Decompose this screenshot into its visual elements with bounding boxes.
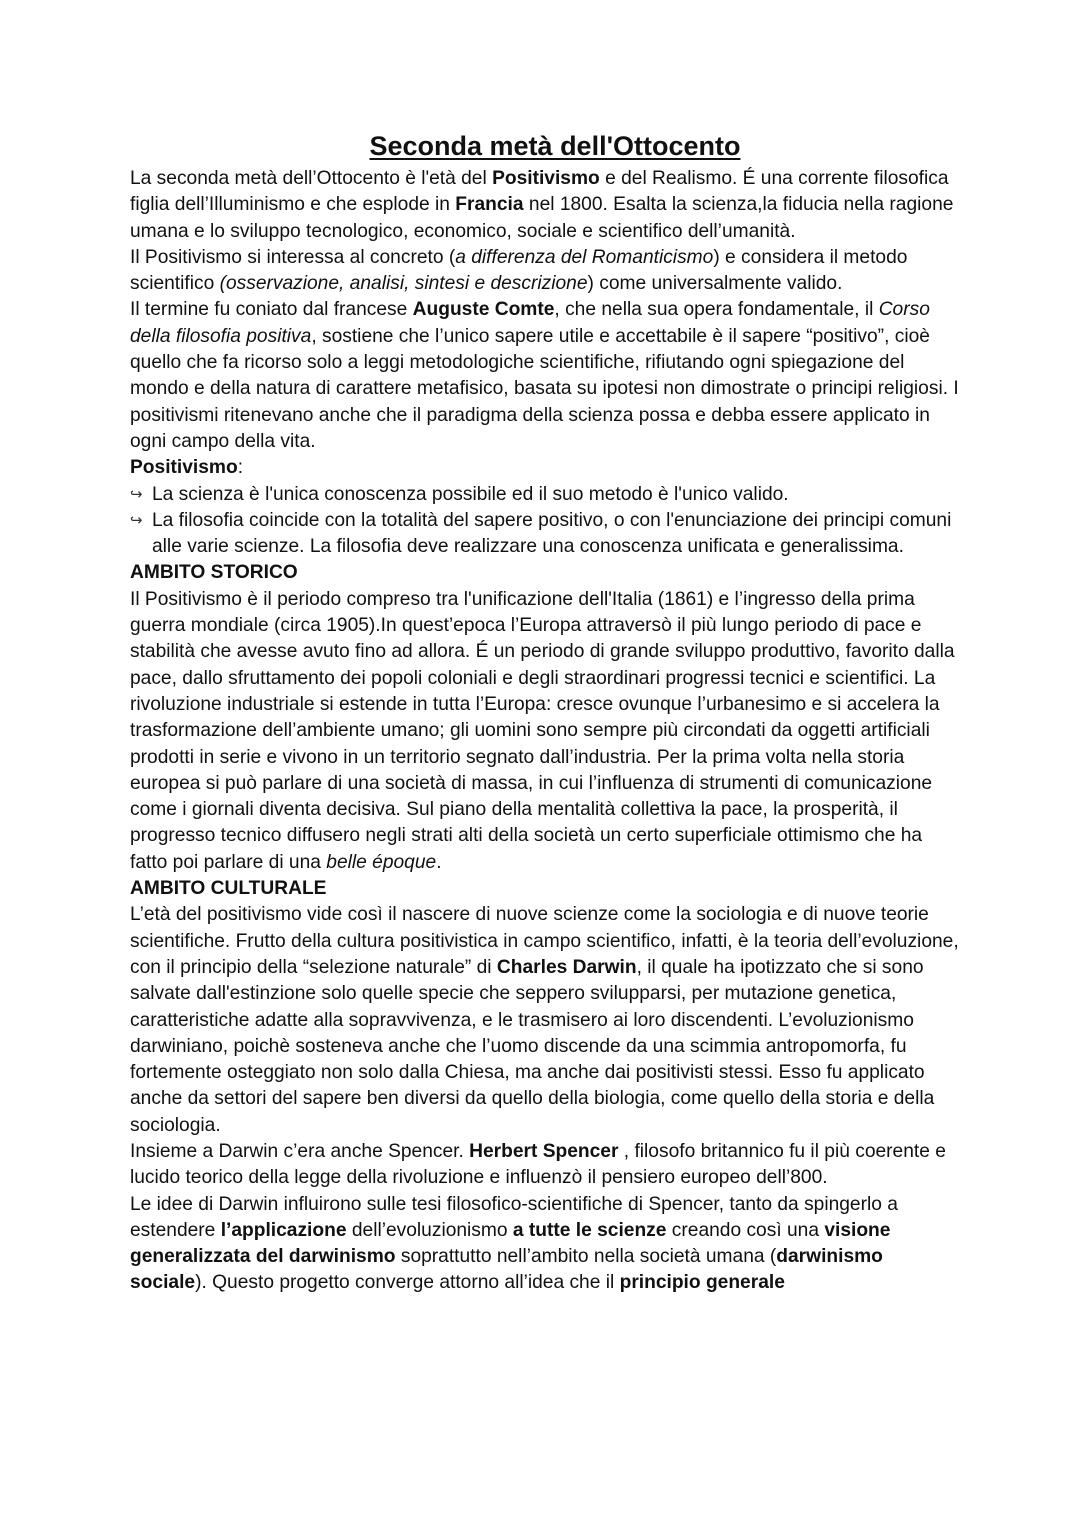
document-body — [130, 130, 960, 1297]
arrow-bullet-icon: ↪ — [130, 485, 143, 503]
section-heading-ambito-storico: AMBITO STORICO — [130, 562, 298, 584]
section-heading-ambito-culturale: AMBITO CULTURALE — [130, 878, 327, 900]
positivismo-bullet-list — [130, 482, 960, 561]
ambito-storico-paragraph: Il Positivismo è il periodo compreso tra l'unificazione dell'Italia (1861) e l’ingresso della prima guerra mondiale (circa 1905).In quest’epoca l’Europa attraversò il più lungo periodo di pace e stabilità che avesse avuto fino ad allora. É un periodo di grande sviluppo produttivo, favorito dalla pace, dallo sfruttamento dei popoli coloniali e degli straordinari progressi tecnici e scientifici. La rivoluzione industriale si estende in tutta l’Europa: cresce ovunque l’urbanesimo e si accelera la trasformazione dell’ambiente umano; gli uomini sono sempre più circondati da oggetti artificiali prodotti in serie e vivono in un territorio segnato dall’industria. Per la prima volta nella storia europea si può parlare di una società di massa, in cui l’influenza di strumenti di comunicazione come i giornali diventa decisiva. Sul piano della mentalità collettiva la pace, la prosperità, il progresso tecnico diffusero negli strati alti della società un certo superficiale ottimismo che ha fatto poi parlare di una belle époque. — [130, 588, 955, 873]
positivismo-label: Positivismo: — [130, 457, 244, 479]
ambito-culturale-paragraph-2: Insieme a Darwin c’era anche Spencer. Herbert Spencer , filosofo britannico fu il più coerente e lucido teorico della legge della rivoluzione e influenzò il pensiero europeo dell’800. — [130, 1140, 946, 1189]
ambito-culturale-paragraph-3: Le idee di Darwin influirono sulle tesi filosofico-scientifiche di Spencer, tanto da spingerlo a estendere l’applicazione dell’evoluzionismo a tutte le scienze creando così una visione generalizzata del darwinismo soprattutto nell’ambito nella società umana (darwinismo sociale). Questo progetto converge attorno all’idea che il principio generale — [130, 1193, 898, 1294]
page-title: Seconda metà dell'Ottocento — [369, 131, 741, 161]
list-item: ↪ La scienza è l'unica conoscenza possibile ed il suo metodo è l'unico valido. — [130, 482, 960, 508]
arrow-bullet-icon: ↪ — [130, 511, 143, 529]
intro-paragraph-3: Il termine fu coniato dal francese Auguste Comte, che nella sua opera fondamentale, il Corso della filosofia positiva, sostiene che l’unico sapere utile e accettabile è il sapere “positivo”, cioè quello che fa ricorso solo a leggi metodologiche scientifiche, rifiutando ogni spiegazione del mondo e della natura di carattere metafisico, basata su ipotesi non dimostrate o principi religiosi. I positivismi ritenevano anche che il paradigma della scienza possa e debba essere applicato in ogni campo della vita. — [130, 299, 959, 452]
intro-paragraph-1: La seconda metà dell’Ottocento è l'età del Positivismo e del Realismo. É una corrente filosofica figlia dell’Illuminismo e che esplode in Francia nel 1800. Esalta la scienza,la fiducia nella ragione umana e lo sviluppo tecnologico, economico, sociale e scientifico dell’umanità. — [130, 168, 954, 242]
intro-paragraph-2: Il Positivismo si interessa al concreto (a differenza del Romanticismo) e considera il metodo scientifico (osservazione, analisi, sintesi e descrizione) come universalmente valido. — [130, 246, 908, 295]
ambito-culturale-paragraph-1: L’età del positivismo vide così il nascere di nuove scienze come la sociologia e di nuove teorie scientifiche. Frutto della cultura positivistica in campo scientifico, infatti, è la teoria dell’evoluzione, con il principio della “selezione naturale” di Charles Darwin, il quale ha ipotizzato che si sono salvate dall'estinzione solo quelle specie che seppero svilupparsi, per mutazione genetica, caratteristiche adatte alla sopravvivenza, e le trasmisero ai loro discendenti. L’evoluzionismo darwiniano, poichè sosteneva anche che l’uomo discende da una scimmia antropomorfa, fu fortemente osteggiato non solo dalla Chiesa, ma anche dai positivisti stessi. Esso fu applicato anche da settori del sapere ben diversi da quello della biologia, come quello della storia e della sociologia. — [130, 904, 959, 1136]
list-item: ↪ La filosofia coincide con la totalità del sapere positivo, o con l'enunciazione dei principi comuni alle varie scienze. La filosofia deve realizzare una conoscenza unificata e generalissima. — [130, 509, 952, 558]
